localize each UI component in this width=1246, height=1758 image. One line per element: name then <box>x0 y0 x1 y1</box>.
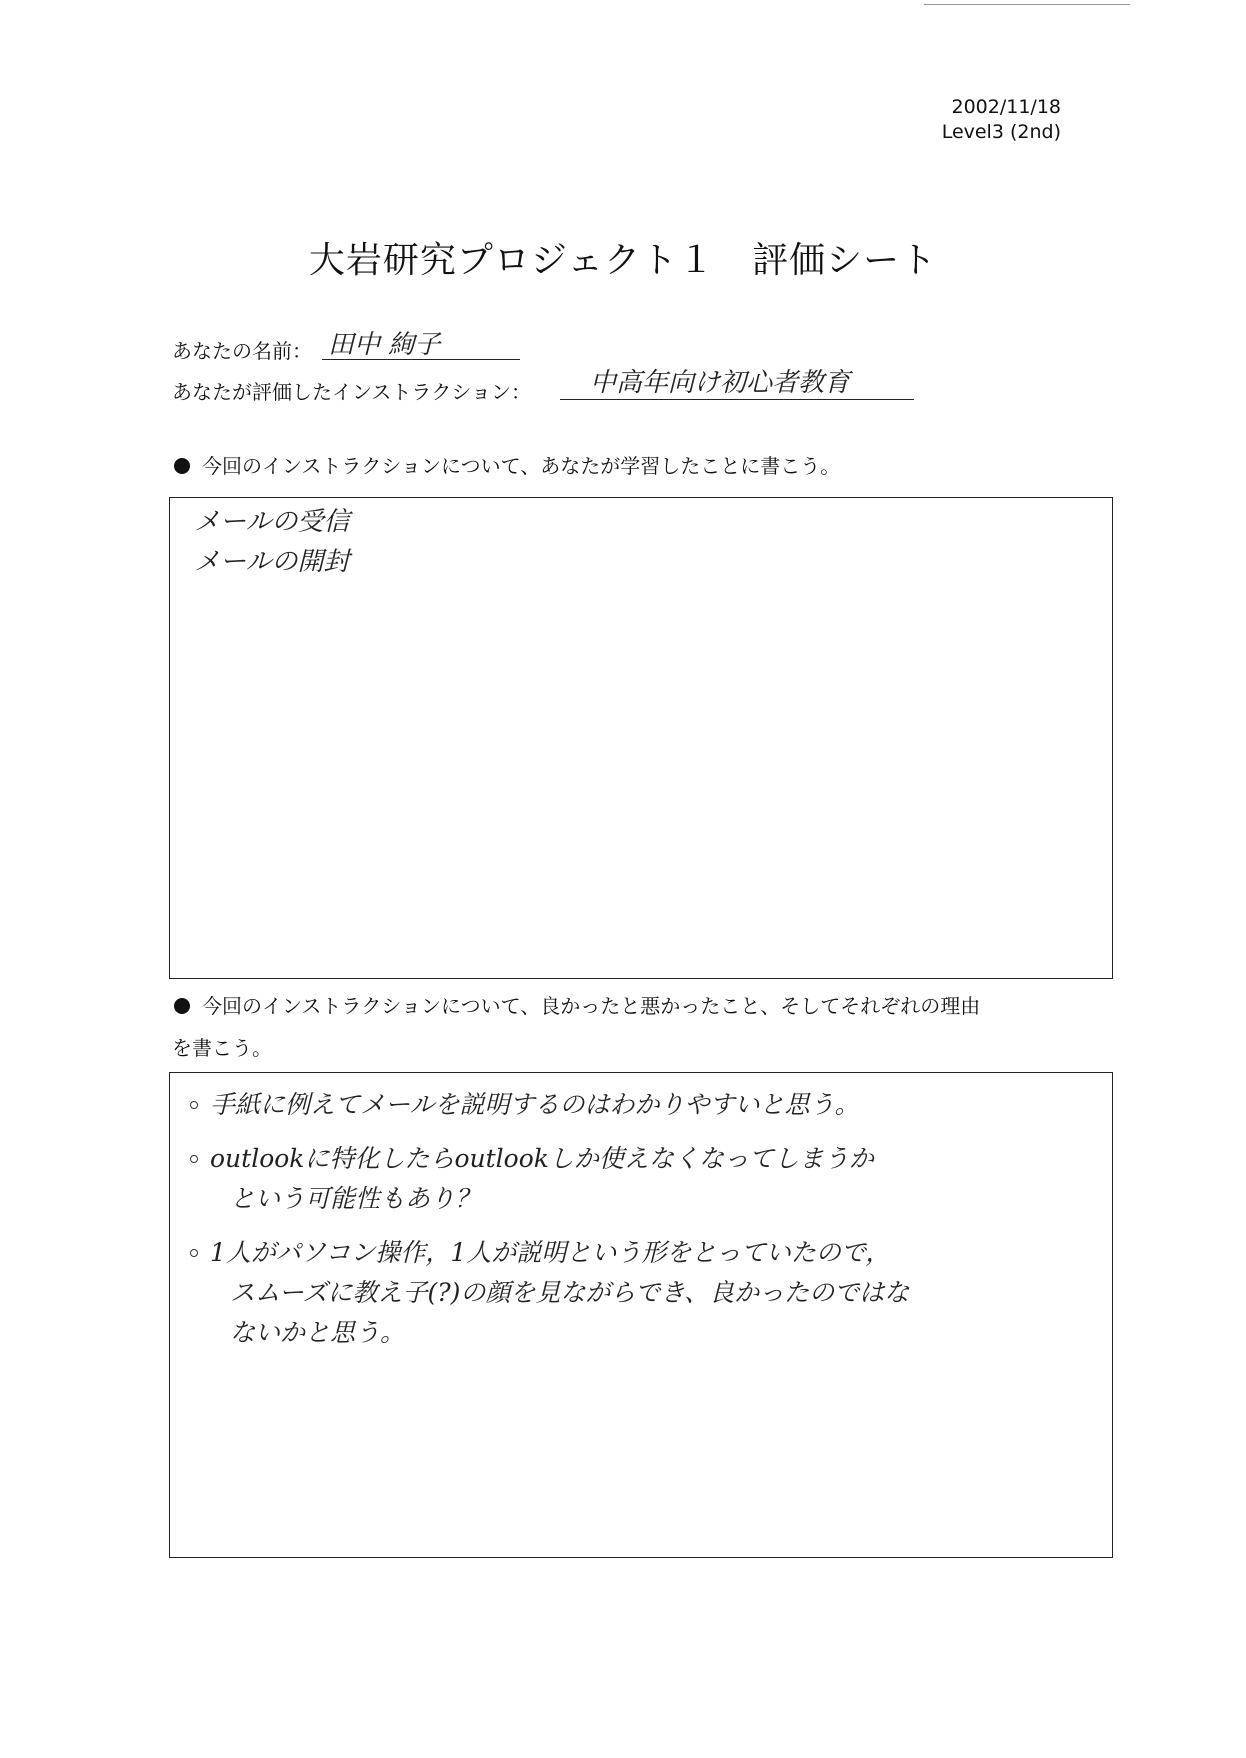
answer-box-1 <box>169 497 1113 979</box>
page-title: 大岩研究プロジェクト１ 評価シート <box>308 240 938 281</box>
level: Level3 (2nd) <box>941 121 1061 143</box>
bullet-icon <box>174 998 190 1014</box>
question-2 <box>174 990 980 1019</box>
question-2-text-line2: を書こう。 <box>172 1036 272 1060</box>
instruction-label: あなたが評価したインストラクション： <box>172 380 531 404</box>
instruction-line <box>560 368 914 400</box>
answer-1-lines <box>194 502 349 582</box>
document-meta <box>942 95 1061 145</box>
answer-2-items <box>190 1085 909 1353</box>
date: 2002/11/18 <box>951 96 1061 118</box>
question-1-text: 今回のインストラクションについて、あなたが学習したことに書こう。 <box>202 454 841 478</box>
answer-item <box>190 1233 909 1353</box>
answer-item-line: ないかと思う。 <box>230 1318 406 1347</box>
name-value: 田中 絢子 <box>328 330 441 360</box>
answer-item <box>190 1085 909 1125</box>
answer-item-line: outlookに特化したらoutlookしか使えなくなってしまうか <box>210 1144 874 1173</box>
bullet-point-icon <box>190 1249 198 1257</box>
answer-item-line: という可能性もあり？ <box>230 1184 481 1213</box>
bullet-point-icon <box>190 1155 198 1163</box>
name-label: あなたの名前： <box>172 339 312 363</box>
question-1 <box>174 450 840 479</box>
bullet-icon <box>174 458 190 474</box>
answer-1-line: メールの開封 <box>194 547 350 577</box>
name-line <box>322 332 520 360</box>
answer-1-line: メールの受信 <box>194 507 350 537</box>
answer-box-2 <box>169 1072 1113 1558</box>
answer-item-line: 手紙に例えてメールを説明するのはわかりやすいと思う。 <box>210 1090 860 1119</box>
answer-item-line: スムーズに教え子(?)の顔を見ながらでき、良かったのではな <box>230 1278 910 1307</box>
answer-item <box>190 1139 909 1219</box>
question-2-text-line1: 今回のインストラクションについて、良かったと悪かったこと、そしてそれぞれの理由 <box>202 994 981 1018</box>
instruction-value: 中高年向け初心者教育 <box>590 368 851 398</box>
bullet-point-icon <box>190 1101 198 1109</box>
top-edge-rule <box>924 4 1130 5</box>
answer-item-line: 1人がパソコン操作，1人が説明という形をとっていたので， <box>210 1238 891 1267</box>
